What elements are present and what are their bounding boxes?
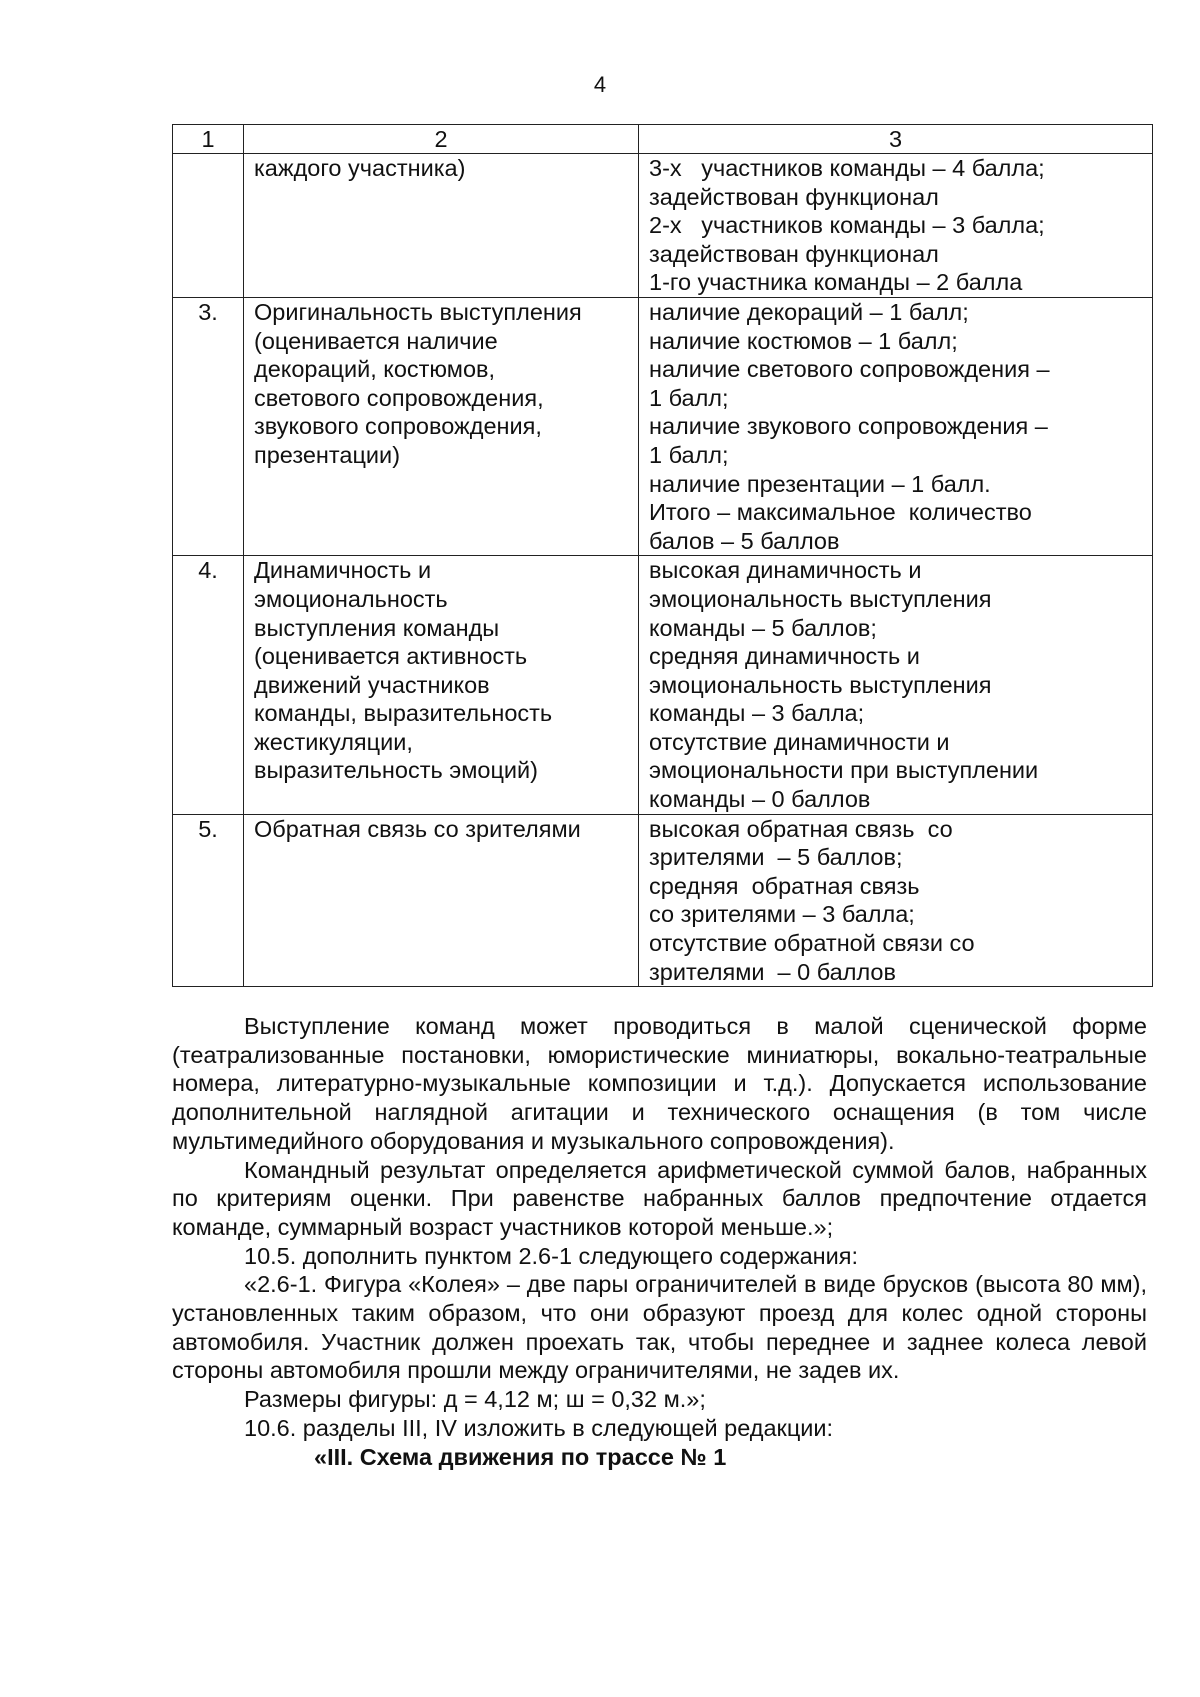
row-number: 3. xyxy=(173,297,244,555)
scoring-line: наличие декораций – 1 балл; xyxy=(649,298,969,325)
scoring-line: отсутствие динамичности и xyxy=(649,728,950,755)
row-number: 5. xyxy=(173,814,244,987)
criterion-line: эмоциональность xyxy=(254,585,448,612)
paragraph-team-result: Командный результат определяется арифметической суммой балов, набранных по критериям оценки. При равенстве набранных баллов предпочтение отдается команде, суммарный возраст участников которой меньше.»; xyxy=(172,1156,1147,1240)
scoring-line: наличие презентации – 1 балл. xyxy=(649,470,991,497)
scoring-line: наличие костюмов – 1 балл; xyxy=(649,327,958,354)
scoring-cell xyxy=(639,154,1153,298)
scoring-line: Итого – максимальное количество xyxy=(649,499,1032,526)
body-text xyxy=(172,1012,1147,1471)
criterion-line: Оригинальность выступления xyxy=(254,298,582,325)
table-header-row xyxy=(173,125,1153,154)
criterion-line: каждого участника) xyxy=(254,155,466,181)
paragraph-figure-size: Размеры фигуры: д = 4,12 м; ш = 0,32 м.»; xyxy=(244,1386,706,1413)
criterion-line: светового сопровождения, xyxy=(254,384,544,411)
criterion-cell xyxy=(244,154,639,298)
scoring-line: 3-х участников команды – 4 балла; xyxy=(649,155,1045,181)
row-number xyxy=(173,154,244,298)
scoring-line: эмоциональность выступления xyxy=(649,585,992,612)
scoring-cell xyxy=(639,814,1153,987)
criterion-line: звукового сопровождения, xyxy=(254,413,542,440)
scoring-line: зрителями – 5 баллов; xyxy=(649,844,903,871)
scoring-line: средняя обратная связь xyxy=(649,872,920,899)
criterion-line: жестикуляции, xyxy=(254,728,413,755)
table-row xyxy=(173,154,1153,298)
criterion-line: выразительность эмоций) xyxy=(254,757,538,784)
scoring-line: наличие звукового сопровождения – xyxy=(649,413,1048,440)
scoring-line: зрителями – 0 баллов xyxy=(649,958,896,985)
scoring-line: 1 балл; xyxy=(649,441,729,468)
scoring-line: команды – 0 баллов xyxy=(649,786,871,813)
criterion-line: презентации) xyxy=(254,441,401,468)
criterion-line: движений участников xyxy=(254,671,490,698)
paragraph-amendment-10-6: 10.6. разделы III, IV изложить в следующей редакции: xyxy=(244,1414,834,1441)
table-row xyxy=(173,814,1153,987)
row-number: 4. xyxy=(173,556,244,814)
criterion-line: команды, выразительность xyxy=(254,700,553,727)
scoring-cell xyxy=(639,556,1153,814)
scoring-line: эмоциональность выступления xyxy=(649,671,992,698)
scoring-line: 1-го участника команды – 2 балла xyxy=(649,269,1023,296)
scoring-line: команды – 3 балла; xyxy=(649,700,865,727)
scoring-line: эмоциональности при выступлении xyxy=(649,757,1039,784)
criteria-table xyxy=(172,124,1153,987)
scoring-cell xyxy=(639,297,1153,555)
scoring-line: задействован функционал xyxy=(649,240,939,267)
criterion-line: декораций, костюмов, xyxy=(254,356,496,383)
criterion-line: (оценивается активность xyxy=(254,643,528,670)
page-number: 4 xyxy=(593,72,607,97)
scoring-line: со зрителями – 3 балла; xyxy=(649,901,915,928)
column-header-2: 2 xyxy=(244,125,639,154)
scoring-line: средняя динамичность и xyxy=(649,643,920,670)
scoring-line: команды – 5 баллов; xyxy=(649,614,877,641)
criterion-cell xyxy=(244,556,639,814)
paragraph-amendment-10-5: 10.5. дополнить пунктом 2.6-1 следующего содержания: xyxy=(244,1242,859,1269)
column-header-3: 3 xyxy=(639,125,1153,154)
scoring-line: задействован функционал xyxy=(649,183,939,210)
scoring-line: высокая обратная связь со xyxy=(649,815,953,842)
scoring-line: высокая динамичность и xyxy=(649,557,922,584)
scoring-line: 1 балл; xyxy=(649,384,729,411)
section-heading: «III. Схема движения по трассе № 1 xyxy=(314,1443,727,1470)
scoring-line: наличие светового сопровождения – xyxy=(649,356,1050,383)
criterion-line: Динамичность и xyxy=(254,557,432,584)
scoring-line: отсутствие обратной связи со xyxy=(649,930,975,957)
paragraph-figure-koleya: «2.6-1. Фигура «Колея» – две пары ограничителей в виде брусков (высота 80 мм), установленных таким образом, что они образуют проезд для колес одной стороны автомобиля. Участник должен проехать так, чтобы переднее и заднее колеса левой стороны автомобиля прошли между ограничителями, не задев их. xyxy=(172,1271,1147,1384)
column-header-1: 1 xyxy=(173,125,244,154)
criterion-line: (оценивается наличие xyxy=(254,327,498,354)
criterion-line: Обратная связь со зрителями xyxy=(254,815,581,842)
table-row xyxy=(173,556,1153,814)
criterion-cell xyxy=(244,814,639,987)
scoring-line: 2-х участников команды – 3 балла; xyxy=(649,212,1045,239)
table-row xyxy=(173,297,1153,555)
scoring-line: балов – 5 баллов xyxy=(649,527,840,554)
criterion-line: выступления команды xyxy=(254,614,500,641)
paragraph-performance-form: Выступление команд может проводиться в малой сценической форме (театрализованные постановки, юмористические миниатюры, вокально-театральные номера, литературно-музыкальные композиции и т.д.). Допускается использование дополнительной наглядной агитации и технического оснащения (в том числе мультимедийного оборудования и музыкального сопровождения). xyxy=(172,1013,1147,1154)
criterion-cell xyxy=(244,297,639,555)
